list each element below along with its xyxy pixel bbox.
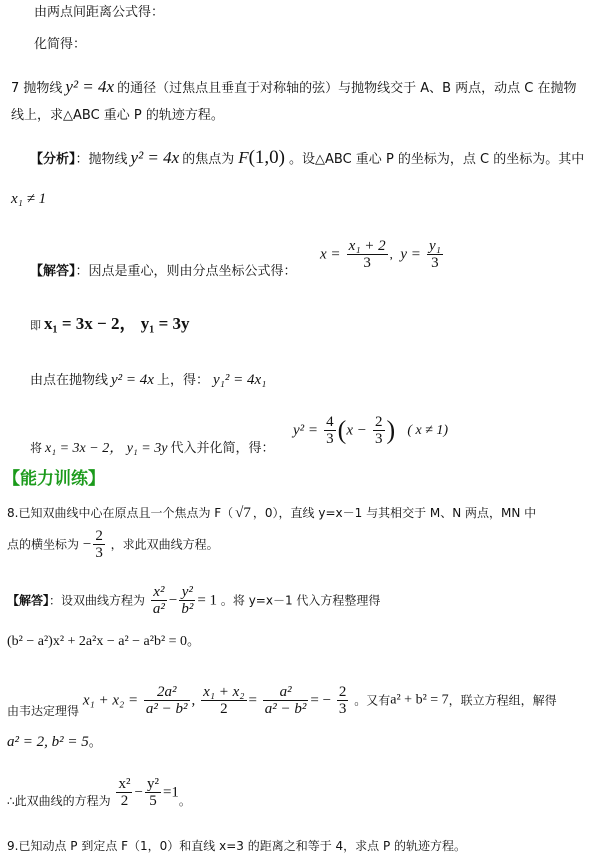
solution-label: 【解答】 bbox=[30, 264, 76, 279]
formula-result-lhs: y² = bbox=[293, 422, 319, 439]
text: 由两点间距离公式得： bbox=[34, 5, 165, 20]
problem-7-line-2 bbox=[11, 108, 224, 124]
denominator: 3 bbox=[338, 701, 347, 717]
denominator: 3 bbox=[363, 255, 371, 271]
fraction-2-3 bbox=[93, 528, 105, 561]
text: 的焦点为 bbox=[182, 152, 235, 167]
formula-parabola: y² = 4x bbox=[130, 148, 180, 167]
denominator: 2 bbox=[220, 701, 228, 717]
formula-result: a² = 2, b² = 5 bbox=[7, 734, 89, 750]
numerator: x² bbox=[151, 584, 167, 601]
numerator: x₁ + 2 bbox=[348, 238, 386, 254]
fraction-4-3 bbox=[324, 414, 336, 447]
text-line bbox=[34, 5, 164, 21]
formula-focus: F bbox=[238, 148, 249, 167]
numerator: 2 bbox=[95, 528, 103, 544]
formula-rhs: = 1 bbox=[197, 592, 218, 609]
text: 的通径（过焦点且垂直于对称轴的弦）与抛物线交于 A、B 两点，动点 C 在抛物 bbox=[117, 81, 577, 96]
formula-substitution-bold: x₁ = 3x − 2， y₁ = 3y bbox=[44, 314, 190, 333]
denominator: 2 bbox=[120, 793, 129, 809]
solution-label: 【解答】 bbox=[7, 593, 50, 608]
fraction-y2-b2 bbox=[179, 584, 195, 617]
conclusion-line: ∴此双曲线的方程为 $\frac{\text{x²}}{2}$ − $\frac{\text{y²}}{5}$ =1。 bbox=[7, 776, 191, 809]
text-line bbox=[34, 37, 86, 53]
section-heading: 【能力训练】 bbox=[3, 469, 105, 489]
problem-8-line-1 bbox=[7, 505, 536, 521]
fraction-2-3 bbox=[337, 684, 349, 717]
text: 上，得： bbox=[156, 373, 209, 388]
formula-result-x: x − bbox=[346, 422, 367, 439]
condition-line bbox=[11, 191, 46, 208]
denominator: 3 bbox=[95, 545, 103, 561]
text: 8.已知双曲线中心在原点且一个焦点为 F（ bbox=[7, 506, 234, 520]
formula-y-lhs: y = bbox=[400, 246, 421, 263]
formula-x1-ne-1: x₁ ≠ 1 bbox=[11, 191, 47, 207]
text: ∴此双曲线的方程为 bbox=[7, 793, 111, 808]
solution-8-line-1: 【解答】：设双曲线方程为 $\frac{\text{x²}}{\text{a²}}$ − $\frac{\text{y²}}{\text{b²}}$ = 1 。将 y=x－1 代入方程整理得 bbox=[7, 584, 381, 617]
problem-8-line-2 bbox=[7, 528, 219, 568]
fraction-2-3 bbox=[373, 414, 385, 447]
formula-quadratic: (b² − a²)x² + 2a²x − a² − a²b² = 0 bbox=[7, 634, 188, 649]
text: 7 抛物线 bbox=[11, 81, 63, 96]
denominator: b² bbox=[181, 601, 194, 617]
numerator: 2 bbox=[338, 684, 347, 700]
denominator: a² − b² bbox=[264, 701, 307, 717]
result-line bbox=[7, 734, 102, 751]
numerator: y² bbox=[179, 584, 195, 601]
text: 。将 y=x－1 代入方程整理得 bbox=[220, 593, 381, 608]
numerator: 4 bbox=[326, 414, 334, 430]
text: ：因点是重心，则由分点坐标公式得： bbox=[75, 264, 297, 279]
fraction-2a2 bbox=[144, 684, 190, 717]
text: ，求此双曲线方程。 bbox=[110, 537, 219, 552]
formula-y1-squared: y₁² = 4x₁ bbox=[212, 372, 267, 388]
formula-substitution: x₁ = 3x − 2， y₁ = 3y bbox=[45, 441, 168, 456]
numerator: y₁ bbox=[428, 238, 441, 254]
text: ：设双曲线方程为 bbox=[49, 593, 146, 608]
solution-8-line-2 bbox=[7, 634, 200, 650]
denominator: 3 bbox=[326, 431, 334, 447]
formula-parabola: y² = 4x bbox=[65, 77, 115, 96]
fraction-a2 bbox=[263, 684, 309, 717]
formula-parabola: y² = 4x bbox=[111, 372, 154, 388]
numerator: x² bbox=[118, 776, 131, 792]
text: ，联立方程组，解得 bbox=[448, 693, 557, 708]
numerator: 2a² bbox=[144, 684, 190, 701]
formula-vieta-lhs: x₁ + x₂ = bbox=[82, 692, 139, 709]
formula-ab-sum: a² + b² = 7 bbox=[390, 692, 449, 708]
fraction-y2-5 bbox=[145, 776, 161, 809]
text: ：抛物线 bbox=[75, 152, 128, 167]
numerator: 2 bbox=[375, 414, 383, 430]
denominator: 3 bbox=[431, 255, 439, 271]
problem-9-line bbox=[7, 838, 466, 854]
numerator: a² bbox=[263, 684, 309, 701]
text: 。 bbox=[187, 634, 201, 649]
fraction-x2-2 bbox=[116, 776, 132, 809]
text: 。又有 bbox=[354, 693, 391, 708]
text: 。设△ABC 重心 P 的坐标为，点 C 的坐标为。其中 bbox=[289, 152, 585, 167]
substitute-line bbox=[30, 440, 274, 457]
analysis-label: 【分析】 bbox=[30, 152, 76, 167]
text: 将 bbox=[30, 441, 43, 455]
vieta-line: 由韦达定理得 x₁ + x₂ = $\frac{\text{2a²}}{\text{a² − b²}}$ , $\frac{\text{x₁ + x₂}}{2}$ = $\frac{\text{a²}}{\text{a² − b²}}$ = − $\frac{2}{3}$ 。又有a² + b² = 7，联立方程组，解得 bbox=[7, 684, 557, 718]
text: 线上，求△ABC 重心 P 的轨迹方程。 bbox=[11, 108, 224, 123]
text: 9.已知动点 P 到定点 F（1，0）和直线 x=3 的距离之和等于 4，求点 P 的轨迹方程。 bbox=[7, 839, 467, 853]
text: 即 bbox=[30, 319, 41, 332]
formula-condition: ( x ≠ 1) bbox=[407, 422, 449, 438]
fraction-x1-x2 bbox=[201, 684, 246, 717]
formula-rhs: =1 bbox=[162, 784, 179, 801]
ji-line bbox=[30, 316, 190, 334]
analysis-line bbox=[30, 147, 585, 168]
formula-x-lhs: x = bbox=[320, 246, 341, 263]
text: 由点在抛物线 bbox=[30, 373, 109, 388]
numerator: x₁ + x₂ bbox=[203, 684, 245, 700]
solution-line bbox=[30, 264, 297, 280]
fraction-x2-a2 bbox=[151, 584, 167, 617]
text: 点的横坐标为 bbox=[7, 537, 80, 552]
formula-focus-coords: (1,0) bbox=[248, 147, 286, 168]
denominator: 5 bbox=[149, 793, 157, 809]
formula-sqrt7: √7 bbox=[235, 505, 251, 521]
numerator: y² bbox=[146, 776, 159, 792]
problem-7-line-1 bbox=[11, 79, 577, 97]
minus-sign: − bbox=[82, 536, 92, 553]
text: 。 bbox=[178, 793, 191, 808]
text: 由韦达定理得 bbox=[7, 703, 80, 718]
text: 代入并化简，得： bbox=[170, 441, 275, 456]
text: 化简得： bbox=[34, 37, 87, 52]
denominator: a² − b² bbox=[145, 701, 188, 717]
text: 。 bbox=[88, 735, 102, 750]
centroid-formula: x = $\frac{\text{x₁ + 2}}{3}$ , y = $\frac{\text{y₁}}{3}$ bbox=[320, 238, 441, 271]
denominator: 3 bbox=[375, 431, 383, 447]
fraction-y bbox=[427, 238, 443, 271]
on-parabola-line bbox=[30, 372, 266, 389]
fraction-x bbox=[347, 238, 388, 271]
text: ，0），直线 y=x－1 与其相交于 M、N 两点，MN 中 bbox=[252, 506, 537, 520]
result-formula: y² = $\frac{4}{3}$ (x − $\frac{2}{3}$ ) ( x ≠ 1) bbox=[293, 414, 449, 447]
denominator: a² bbox=[152, 601, 165, 617]
